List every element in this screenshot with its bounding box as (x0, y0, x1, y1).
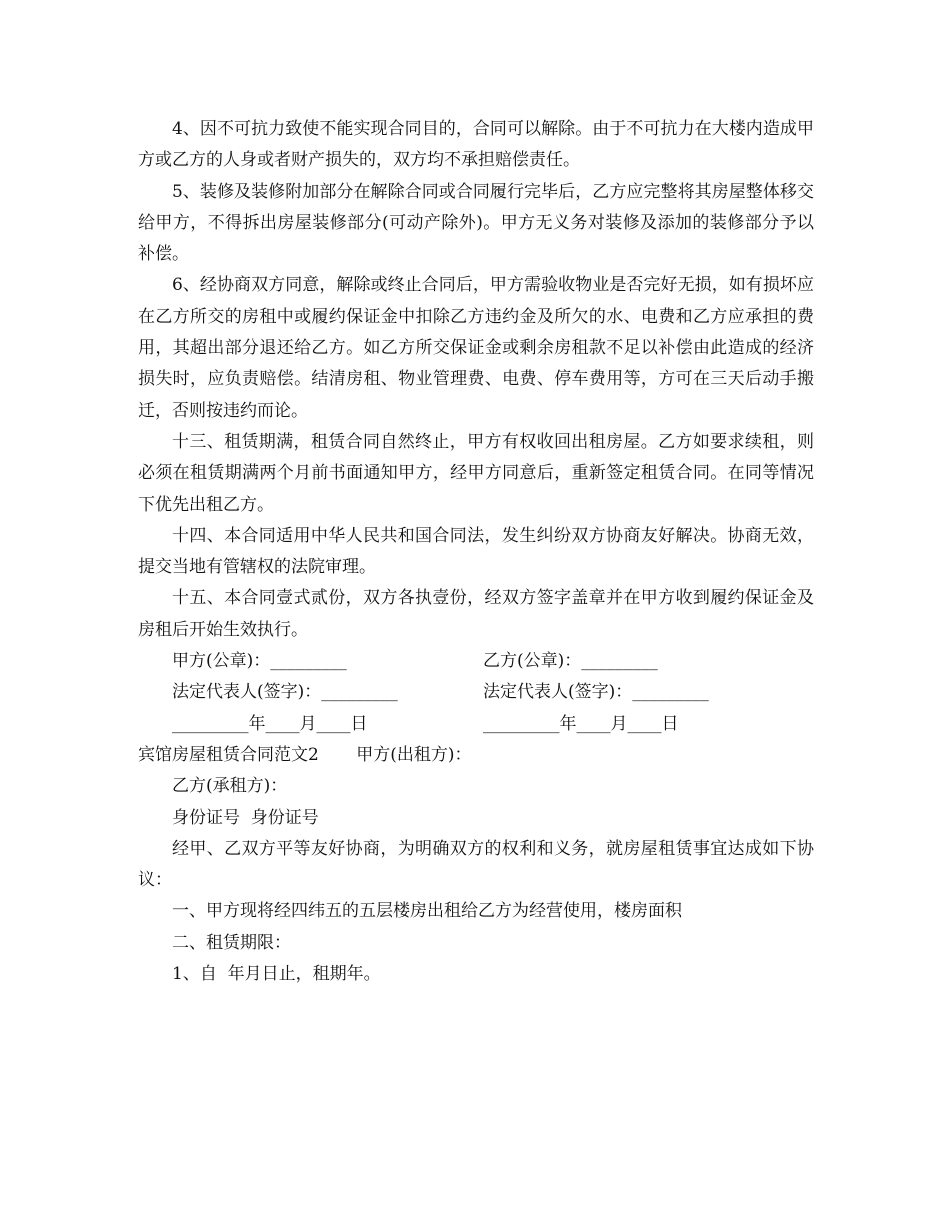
paragraph-force-majeure: 4、因不可抗力致使不能实现合同目的，合同可以解除。由于不可抗力在大楼内造成甲方或乙方的人身或者财产损失的，双方均不承担赔偿责任。 (138, 119, 814, 171)
party-a-seal: 甲方(公章)：_________ (172, 651, 347, 672)
paragraph-termination: 6、经协商双方同意，解除或终止合同后，甲方需验收物业是否完好无损，如有损坏应在乙方所交的房租中或履约保证金中扣除乙方违约金及所欠的水、电费和乙方应承担的费用，其超出部分退还给乙方。如乙方所交保证金或剩余房租款不足以补偿由此造成的经济损失时，应负责赔偿。结清房租、物业管理费、电费、停车费用等，方可在三天后动手搬迁，否则按违约而论。 (138, 275, 814, 421)
party-b-representative: 法定代表人(签字)：_________ (483, 682, 709, 703)
contract2-lessor: 甲方(出租方)： (356, 744, 472, 765)
party-a-representative: 法定代表人(签字)：_________ (172, 682, 398, 703)
signature-row-representative (138, 677, 814, 708)
contract2-clause-2: 二、租赁期限： (172, 932, 291, 953)
contract2-heading-line (138, 740, 814, 771)
contract2-clause-2-1: 1、自 年月日止，租期年。 (172, 964, 381, 985)
party-b-seal: 乙方(公章)：_________ (483, 651, 658, 672)
signature-row-date (138, 709, 814, 740)
party-a-date: _________年____月____日 (172, 713, 368, 734)
paragraph-clause-15: 十五、本合同壹式贰份，双方各执壹份，经双方签字盖章并在甲方收到履约保证金及房租后开始生效执行。 (138, 588, 814, 640)
contract2-title: 宾馆房屋租赁合同范文2 (138, 744, 319, 765)
paragraph-clause-13: 十三、租赁期满，租赁合同自然终止，甲方有权收回出租房屋。乙方如要求续租，则必须在租赁期满两个月前书面通知甲方，经甲方同意后，重新签定租赁合同。在同等情况下优先出租乙方。 (138, 431, 814, 515)
contract2-lessee: 乙方(承租方)： (172, 776, 288, 797)
contract2-id-numbers: 身份证号 身份证号 (172, 807, 319, 828)
contract2-clause-1: 一、甲方现将经四纬五的五层楼房出租给乙方为经营使用，楼房面积 (172, 901, 682, 922)
party-b-date: _________年____月____日 (483, 713, 679, 734)
contract2-intro: 经甲、乙双方平等友好协商，为明确双方的权利和义务，就房屋租赁事宜达成如下协议： (138, 838, 814, 891)
paragraph-clause-14: 十四、本合同适用中华人民共和国合同法，发生纠纷双方协商友好解决。协商无效，提交当地有管辖权的法院审理。 (138, 525, 814, 578)
document-body (138, 114, 814, 990)
paragraph-renovation: 5、装修及装修附加部分在解除合同或合同履行完毕后，乙方应完整将其房屋整体移交给甲方，不得拆出房屋装修部分(可动产除外)。甲方无义务对装修及添加的装修部分予以补偿。 (138, 181, 814, 265)
signature-row-seal (138, 646, 814, 677)
